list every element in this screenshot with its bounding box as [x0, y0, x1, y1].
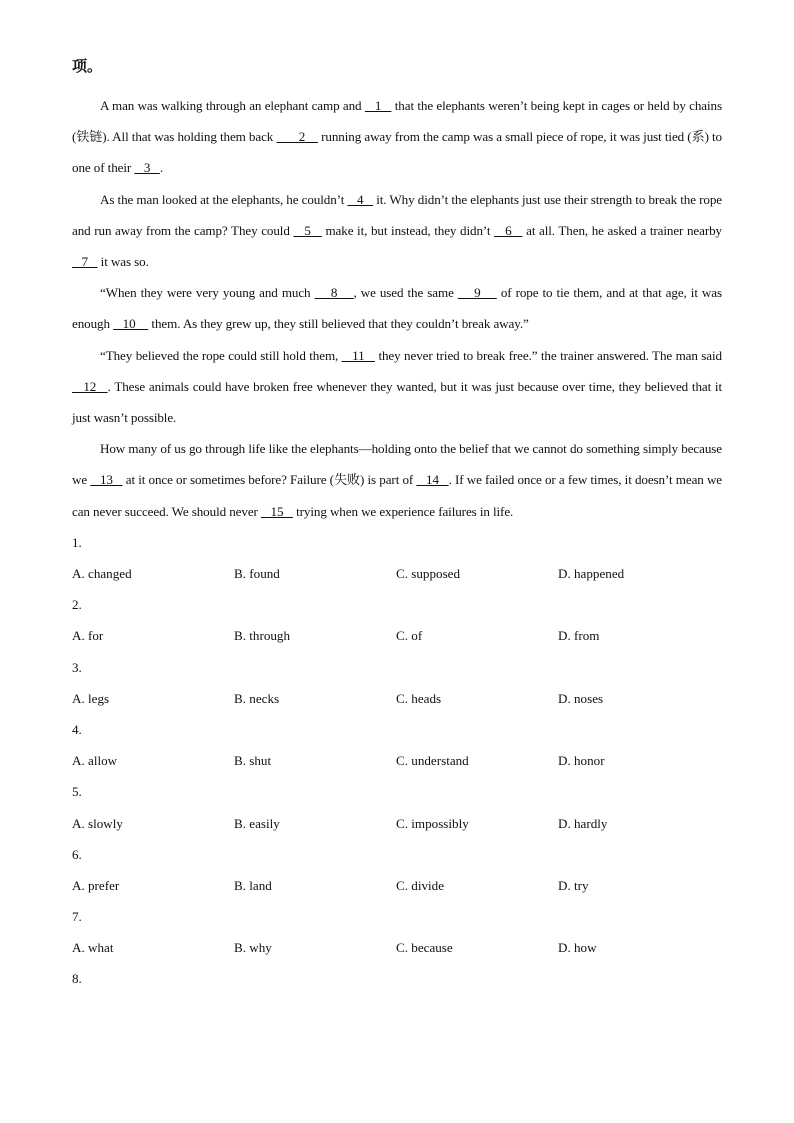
passage-text: that the elephants weren’t being kept in cages or held by chains (铁链). All that was holding them back	[72, 98, 722, 145]
passage-text: .	[159, 160, 164, 176]
passage-text: of rope to tie them, and at that age, it was enough	[72, 285, 722, 332]
option-d[interactable]: D. try	[558, 877, 589, 893]
passage-text: A man was walking through an elephant camp and	[100, 98, 365, 113]
option-d[interactable]: D. noses	[558, 690, 604, 706]
option-c[interactable]: C. divide	[396, 877, 445, 893]
option-row	[72, 808, 722, 839]
question-number: 1.	[72, 534, 82, 550]
option-row	[72, 745, 722, 776]
option-d[interactable]: D. hardly	[558, 815, 608, 831]
passage-text: , we used the same	[353, 285, 458, 301]
passage-text: “When they were very young and much	[100, 285, 315, 301]
blank-14[interactable]: 14	[416, 472, 449, 488]
passage-text: they never tried to break free.” the trainer answered. The man said	[374, 347, 723, 363]
option-row	[72, 620, 722, 651]
option-a[interactable]: A. what	[72, 940, 114, 956]
blank-5[interactable]: 5	[293, 222, 322, 238]
blank-13[interactable]: 13	[90, 472, 123, 488]
passage-paragraph	[72, 433, 722, 527]
passage-text: . These animals could have broken free whenever they wanted, but it was just because over time, they believed that it just wasn’t possible.	[72, 378, 722, 426]
option-a[interactable]: A. prefer	[72, 877, 120, 893]
blank-11[interactable]: 11	[341, 347, 375, 363]
option-row	[72, 683, 722, 714]
passage-text: trying when we experience failures in life.	[292, 503, 514, 519]
option-b[interactable]: B. necks	[234, 690, 280, 706]
option-d[interactable]: D. honor	[558, 753, 605, 769]
passage-text: running away from the camp was a small piece of rope, it was just tied (系) to one of their	[72, 129, 723, 176]
option-row	[72, 870, 722, 901]
passage-text: “They believed the rope could still hold them,	[100, 347, 342, 363]
question-number: 4.	[72, 721, 82, 737]
blank-10[interactable]: 10	[113, 316, 149, 332]
option-b[interactable]: B. land	[234, 877, 272, 893]
passage-text: make it, but instead, they didn’t	[321, 222, 495, 238]
option-c[interactable]: C. understand	[396, 753, 469, 769]
passage-text: How many of us go through life like the elephants—holding onto the belief that we cannot do something simply because we	[72, 441, 722, 488]
option-a[interactable]: A. changed	[72, 566, 132, 582]
option-row	[72, 932, 722, 963]
option-d[interactable]: D. happened	[558, 566, 625, 582]
option-b[interactable]: B. through	[234, 628, 291, 644]
blank-2[interactable]: 2	[276, 129, 318, 145]
option-c[interactable]: C. impossibly	[396, 815, 469, 831]
question-number: 6.	[72, 846, 82, 862]
passage-paragraph	[72, 90, 722, 184]
option-c[interactable]: C. heads	[396, 690, 442, 706]
section-heading: 项。	[72, 57, 103, 75]
blank-4[interactable]: 4	[347, 191, 374, 207]
question-number: 7.	[72, 909, 82, 925]
blank-3[interactable]: 3	[134, 160, 160, 176]
option-c[interactable]: C. because	[396, 940, 453, 956]
question-list	[72, 527, 722, 995]
blank-1[interactable]: 1	[364, 98, 392, 113]
passage-text: at it once or sometimes before? Failure (失败) is part of	[122, 472, 417, 488]
option-a[interactable]: A. legs	[72, 690, 110, 706]
option-d[interactable]: D. how	[558, 940, 597, 956]
option-a[interactable]: A. slowly	[72, 815, 123, 831]
question-number: 5.	[72, 784, 82, 800]
option-b[interactable]: B. easily	[234, 815, 280, 831]
option-row	[72, 558, 722, 589]
cloze-passage	[72, 90, 722, 527]
passage-text: it. Why didn’t the elephants just use their strength to break the rope and run away from the camp? They could	[72, 191, 722, 238]
blank-12[interactable]: 12	[72, 378, 108, 394]
option-b[interactable]: B. shut	[234, 753, 272, 769]
option-c[interactable]: C. of	[396, 628, 423, 644]
document-page	[72, 56, 722, 995]
blank-7[interactable]: 7	[72, 254, 98, 270]
option-d[interactable]: D. from	[558, 628, 600, 644]
option-a[interactable]: A. allow	[72, 753, 118, 769]
passage-text: at all. Then, he asked a trainer nearby	[522, 222, 722, 238]
option-b[interactable]: B. found	[234, 566, 280, 582]
option-a[interactable]: A. for	[72, 628, 104, 644]
passage-text: . If we failed once or a few times, it doesn’t mean we can never succeed. We should never	[72, 472, 723, 519]
option-b[interactable]: B. why	[234, 940, 272, 956]
blank-6[interactable]: 6	[494, 222, 523, 238]
blank-8[interactable]: 8	[314, 285, 354, 301]
passage-paragraph	[72, 277, 722, 339]
question-number: 2.	[72, 597, 82, 613]
passage-paragraph	[72, 340, 722, 434]
passage-text: it was so.	[97, 254, 149, 270]
passage-text: them. As they grew up, they still believed that they couldn’t break away.”	[148, 316, 529, 332]
blank-9[interactable]: 9	[457, 285, 497, 301]
option-c[interactable]: C. supposed	[396, 566, 461, 582]
passage-text: As the man looked at the elephants, he couldn’t	[100, 191, 348, 207]
blank-15[interactable]: 15	[260, 503, 293, 519]
passage-paragraph	[72, 184, 722, 278]
question-number: 3.	[72, 659, 82, 675]
question-number: 8.	[72, 971, 82, 987]
